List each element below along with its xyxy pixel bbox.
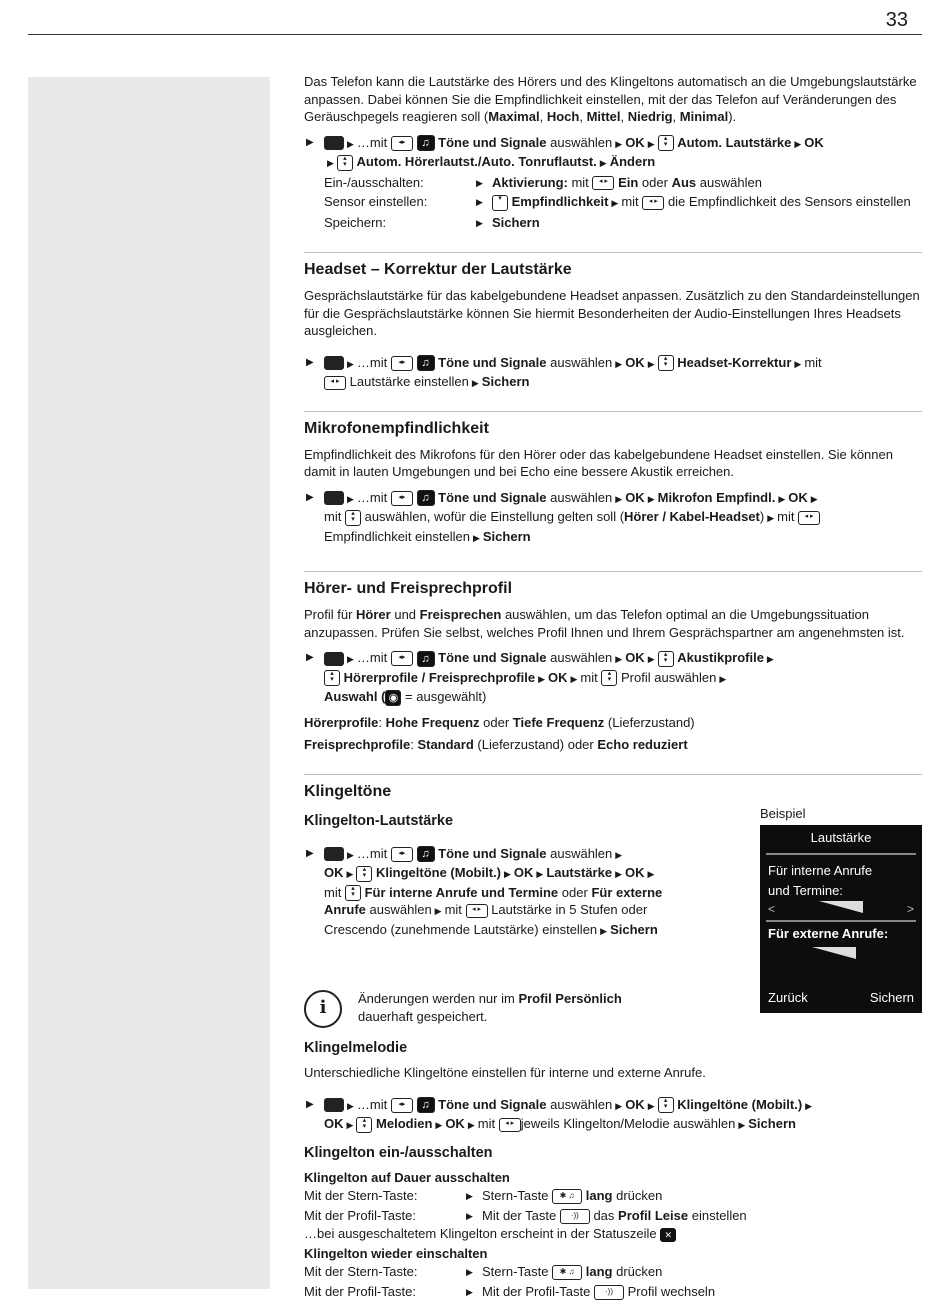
nav-key-icon: ◂▸ (391, 136, 413, 151)
screen-title: Lautstärke (766, 825, 916, 855)
updown-key-icon: ▴ ▾ (345, 885, 361, 901)
row-sensor: Sensor einstellen: ▶ ▾ Empfindlichkeit ▶ mit ◂ ▸ die Empfindlichkeit des Sensors einstellen (324, 194, 911, 209)
melody-title: Klingelmelodie (304, 1040, 408, 1057)
profil-title: Hörer- und Freisprechprofil (304, 580, 513, 597)
back-softkey[interactable]: Zurück (768, 990, 808, 1005)
music-note-icon: ♫ (417, 651, 435, 667)
profile-key-icon: ·)) (594, 1285, 624, 1300)
info-icon: i (304, 990, 342, 1028)
row-activation: Ein-/ausschalten: ▶ Aktivierung: mit ◂ ▸ Ein oder Aus auswählen (324, 174, 762, 190)
leftright-key-icon: ◂ ▸ (642, 196, 664, 210)
star-key-icon: ✱ ♫ (552, 1265, 582, 1280)
profil-line-frei: Freisprechprofile: Standard (Lieferzustand) oder Echo reduziert (304, 737, 688, 753)
left-arrow[interactable]: < (768, 901, 776, 916)
nav-key-icon: ◂▸ (391, 651, 413, 666)
intro-step: ▶ ▶ …mit ◂▸ ♫ Töne und Signale auswählen ▶ OK ▶ ▴ ▾ Autom. Lautstärke ▶ OK ▶ ▴ ▾ Autom. Hörerlautst./Auto. Tonruflautst. ▶ Ändern (306, 134, 824, 169)
on-row-star: Mit der Stern-Taste: ▶ Stern-Taste ✱ ♫ lang drücken (304, 1264, 663, 1280)
leftright-key-icon: ◂ ▸ (798, 511, 820, 525)
ringer-off-icon: ✕ (660, 1228, 676, 1242)
headset-step: ▶ ▶ …mit ◂▸ ♫ Töne und Signale auswählen ▶ OK ▶ ▴ ▾ Headset-Korrektur ▶ mit ◂ ▸ Lautstärke einstellen ▶ Sichern (306, 354, 822, 389)
profil-line-hoerer: Hörerprofile: Hohe Frequenz oder Tiefe Frequenz (Lieferzustand) (304, 714, 695, 730)
info-note: i Änderungen werden nur im Profil Persönlich dauerhaft gespeichert. (304, 990, 674, 1028)
updown-key-icon: ▴ ▾ (601, 670, 617, 686)
klingel-title: Klingeltöne (304, 782, 392, 800)
internal-volume-row (760, 901, 922, 919)
leftright-key-icon: ◂ ▸ (466, 904, 488, 918)
updown-key-icon: ▴ ▾ (658, 135, 674, 151)
klingel-volume-step: ▶ ▶ …mit ◂▸ ♫ Töne und Signale auswählen ▶ OK ▶ ▴ ▾ Klingeltöne (Mobilt.) ▶ OK ▶ Lautstärke ▶ OK ▶ mit ▴ ▾ Für interne Anrufe und Termine oder Für externe Anrufe auswählen ▶ mit ◂ ▸ Lautstärke in 5 Stufen oder Crescendo (zunehmende Lautstärke) einstellen ▶ Sichern (306, 845, 663, 937)
header-rule (28, 34, 922, 35)
intro-text: Das Telefon kann die Lautstärke des Hörers und des Klingeltons automatisch an die Umgebungslautstärke anpassen. Dabei können Sie die Empfindlichkeit einstellen, mit der das Telefon auf Veränderungen des Geräuschpegels reagieren soll (Maximal, Hoch, Mittel, Niedrig, Minimal). (304, 74, 917, 124)
phone-screen (760, 825, 922, 1013)
menu-key-icon (324, 847, 344, 861)
menu-key-icon (324, 136, 344, 150)
off-row-star: Mit der Stern-Taste: ▶ Stern-Taste ✱ ♫ lang drücken (304, 1188, 663, 1204)
updown-key-icon: ▴ ▾ (658, 651, 674, 667)
melody-step: ▶ ▶ …mit ◂▸ ♫ Töne und Signale auswählen ▶ OK ▶ ▴ ▾ Klingeltöne (Mobilt.) ▶ OK ▶ ▴ ▾ Melodien ▶ OK ▶ mit ◂ ▸ jeweils Klingelton/Melodie auswählen ▶ Sichern (306, 1096, 813, 1132)
volume-bars-icon (819, 901, 863, 913)
screen-row-internal: Für interne Anrufe (768, 862, 873, 878)
on-title: Klingelton wieder einschalten (304, 1245, 488, 1261)
right-arrow[interactable]: > (906, 901, 914, 916)
menu-key-icon (324, 356, 344, 370)
updown-key-icon: ▴ ▾ (356, 866, 372, 882)
main-content (304, 73, 922, 1301)
example-display (760, 805, 922, 1013)
profile-key-icon: ·)) (560, 1209, 590, 1224)
profil-step: ▶ ▶ …mit ◂▸ ♫ Töne und Signale auswählen ▶ OK ▶ ▴ ▾ Akustikprofile ▶ ▴ ▾ Hörerprofile / Freisprechprofile ▶ OK ▶ mit ▴ ▾ Profil auswählen ▶ Auswahl ( ◉ = ausgewählt) (306, 650, 774, 704)
page-number: 33 (885, 9, 908, 31)
music-note-icon: ♫ (417, 355, 435, 371)
klingel-volume-title: Klingelton-Lautstärke (304, 812, 454, 829)
nav-key-icon: ◂▸ (391, 356, 413, 371)
onoff-title: Klingelton ein-/ausschalten (304, 1144, 493, 1161)
section-profile (304, 571, 922, 754)
updown-key-icon: ▴ ▾ (324, 670, 340, 686)
mikro-text: Empfindlichkeit des Mikrofons für den Hörer oder das kabelgebundene Headset einstellen. Sie können damit in lauten Umgebungen und bei Echo eine bessere Akustik erreichen. (304, 446, 893, 479)
updown-key-icon: ▴ ▾ (658, 355, 674, 371)
melody-text: Unterschiedliche Klingeltöne einstellen für interne und externe Anrufe. (304, 1065, 706, 1081)
headset-text: Gesprächslautstärke für das kabelgebundene Headset anpassen. Zusätzlich zu den Standardeinstellungen für die Gesprächslautstärke können Sie hiermit Besonderheiten der Audio-Einstellungen Ihres Headsets ausgleichen. (304, 288, 920, 338)
save-softkey[interactable]: Sichern (869, 990, 914, 1005)
section-microphone (304, 411, 922, 548)
nav-key-icon: ◂▸ (391, 847, 413, 862)
updown-key-icon: ▴ ▾ (658, 1097, 674, 1113)
music-note-icon: ♫ (417, 135, 435, 151)
music-note-icon: ♫ (417, 846, 435, 862)
updown-key-icon: ▴ ▾ (345, 510, 361, 526)
screen-row-internal-2: und Termine: (768, 882, 843, 898)
nav-key-icon: ◂▸ (391, 1098, 413, 1113)
menu-key-icon (324, 1098, 344, 1112)
updown-key-icon: ▴ ▾ (337, 155, 353, 171)
margin-sidebar (28, 77, 270, 1289)
radio-selected-icon: ◉ (385, 690, 401, 706)
off-note: …bei ausgeschaltetem Klingelton erscheint in der Statuszeile ✕ (304, 1225, 922, 1243)
profil-text: Profil für Hörer und Freisprechen auswählen, um das Telefon optimal an die Umgebungssituation anzupassen. Prüfen Sie selbst, welches Profil Ihnen und Ihrem Gesprächspartner am angenehmsten ist. (304, 607, 905, 640)
mikro-title: Mikrofonempfindlichkeit (304, 419, 489, 437)
section-headset (304, 252, 922, 393)
volume-bars-icon (812, 947, 856, 959)
down-key-icon: ▾ (492, 195, 508, 211)
row-save: Speichern: ▶ Sichern (324, 214, 540, 230)
headset-title: Headset – Korrektur der Lautstärke (304, 261, 572, 278)
music-note-icon: ♫ (417, 1097, 435, 1113)
on-row-profile: Mit der Profil-Taste: ▶ Mit der Profil-Taste ·)) Profil wechseln (304, 1283, 716, 1299)
music-note-icon: ♫ (417, 490, 435, 506)
example-label: Beispiel (760, 806, 806, 821)
menu-key-icon (324, 491, 344, 505)
leftright-key-icon: ◂ ▸ (592, 176, 614, 190)
off-title: Klingelton auf Dauer ausschalten (304, 1169, 510, 1185)
star-key-icon: ✱ ♫ (552, 1189, 582, 1204)
mikro-step: ▶ ▶ …mit ◂▸ ♫ Töne und Signale auswählen ▶ OK ▶ Mikrofon Empfindl. ▶ OK ▶ mit ▴ ▾ auswählen, wofür die Einstellung gelten soll (Hörer / Kabel-Headset) ▶ mit ◂ ▸ Empfindlichkeit einstellen ▶ Sichern (304, 489, 922, 548)
screen-row-external: Für externe Anrufe: (768, 926, 889, 941)
menu-key-icon (324, 652, 344, 666)
updown-key-icon: ▴ ▾ (356, 1117, 372, 1133)
off-row-profile: Mit der Profil-Taste: ▶ Mit der Taste ·)) das Profil Leise einstellen (304, 1207, 747, 1223)
nav-key-icon: ◂▸ (391, 491, 413, 506)
leftright-key-icon: ◂ ▸ (324, 376, 346, 390)
leftright-key-icon: ◂ ▸ (499, 1118, 521, 1132)
